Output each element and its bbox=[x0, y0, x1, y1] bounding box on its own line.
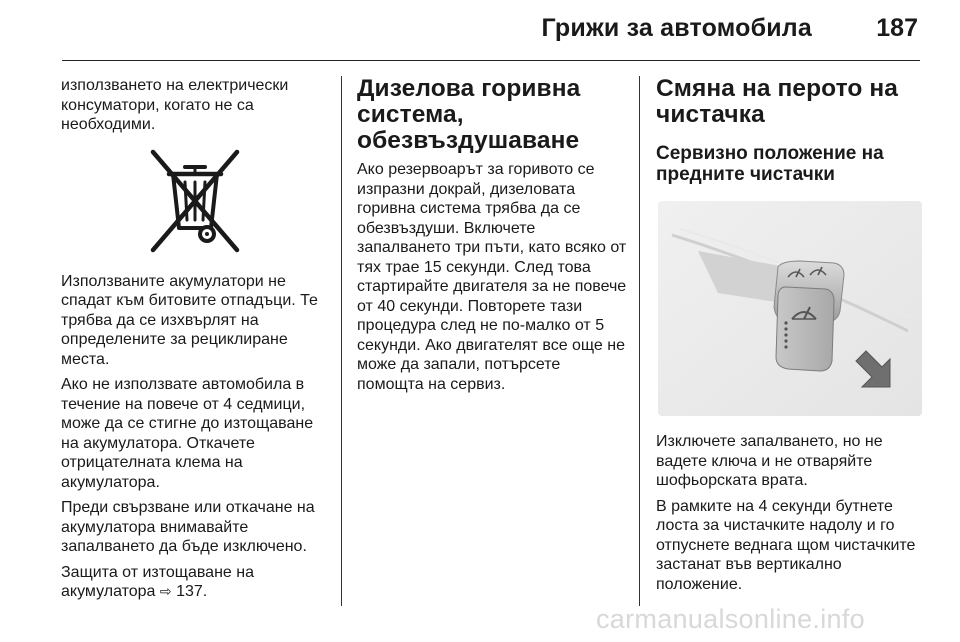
protection-text: Защита от изтощаване на акумулатора bbox=[61, 563, 254, 600]
column-battery bbox=[61, 76, 329, 608]
header-divider bbox=[62, 60, 920, 61]
wiper-subheading: Сервизно положение на предните чистачки bbox=[656, 143, 884, 185]
diesel-body: Ако резервоарът за горивото се изпразни докрай, дизеловата горивна система трябва да се обезвъздуши. Включете запалването три пъти, като всяко от тях трае 15 секунди. След това стартирайте двигателя за не повече от 40 секунди. Повторете тази процедура след не по-малко от 5 секунди. Ако двигателят все още не може да запали, потърсете помощта на сервиз. bbox=[357, 161, 627, 393]
diesel-heading: Дизелова горивна система, обезвъздушаване bbox=[357, 75, 581, 154]
page-number: 187 bbox=[876, 14, 918, 42]
page-reference-link[interactable]: 137. bbox=[176, 583, 208, 600]
page-header-title: Грижи за автомобила bbox=[541, 14, 812, 42]
protection-paragraph bbox=[61, 563, 329, 602]
watermark: carmanualsonline.info bbox=[596, 604, 865, 634]
wiper-step-1: Изключете запалването, но не вадете ключа и не отваряйте шофьорската врата. bbox=[656, 433, 883, 489]
page-reference-arrow-icon: ⇨ bbox=[159, 583, 172, 599]
disposal-paragraph: Използваните акумулатори не спадат към битовите отпадъци. Те трябва да се изхвърлят на определените за рециклиране места. bbox=[61, 272, 318, 368]
column-wiper bbox=[656, 76, 926, 600]
crossed-out-wheeled-bin-icon bbox=[61, 148, 329, 256]
wiper-stalk-illustration bbox=[658, 201, 922, 416]
intro-text: използването на електрически консуматори, когато не са необходими. bbox=[61, 77, 289, 133]
wiper-heading: Смяна на перото на чистачка bbox=[656, 75, 898, 128]
disconnect-paragraph: Преди свързване или откачане на акумулатора внимавайте запалването да бъде изключено. bbox=[61, 499, 315, 555]
column-divider-right bbox=[639, 76, 640, 606]
wiper-step-2: В рамките на 4 секунди бутнете лоста за чистачките надолу и го отпуснете веднага щом чистачките застанат във вертикално положение. bbox=[656, 497, 916, 593]
storage-paragraph: Ако не използвате автомобила в течение на повече от 4 седмици, може да се стигне до изтощаване на акумулатора. Откачете отрицателната клема на акумулатора. bbox=[61, 376, 314, 491]
column-diesel bbox=[357, 76, 629, 400]
column-divider-left bbox=[341, 76, 342, 606]
